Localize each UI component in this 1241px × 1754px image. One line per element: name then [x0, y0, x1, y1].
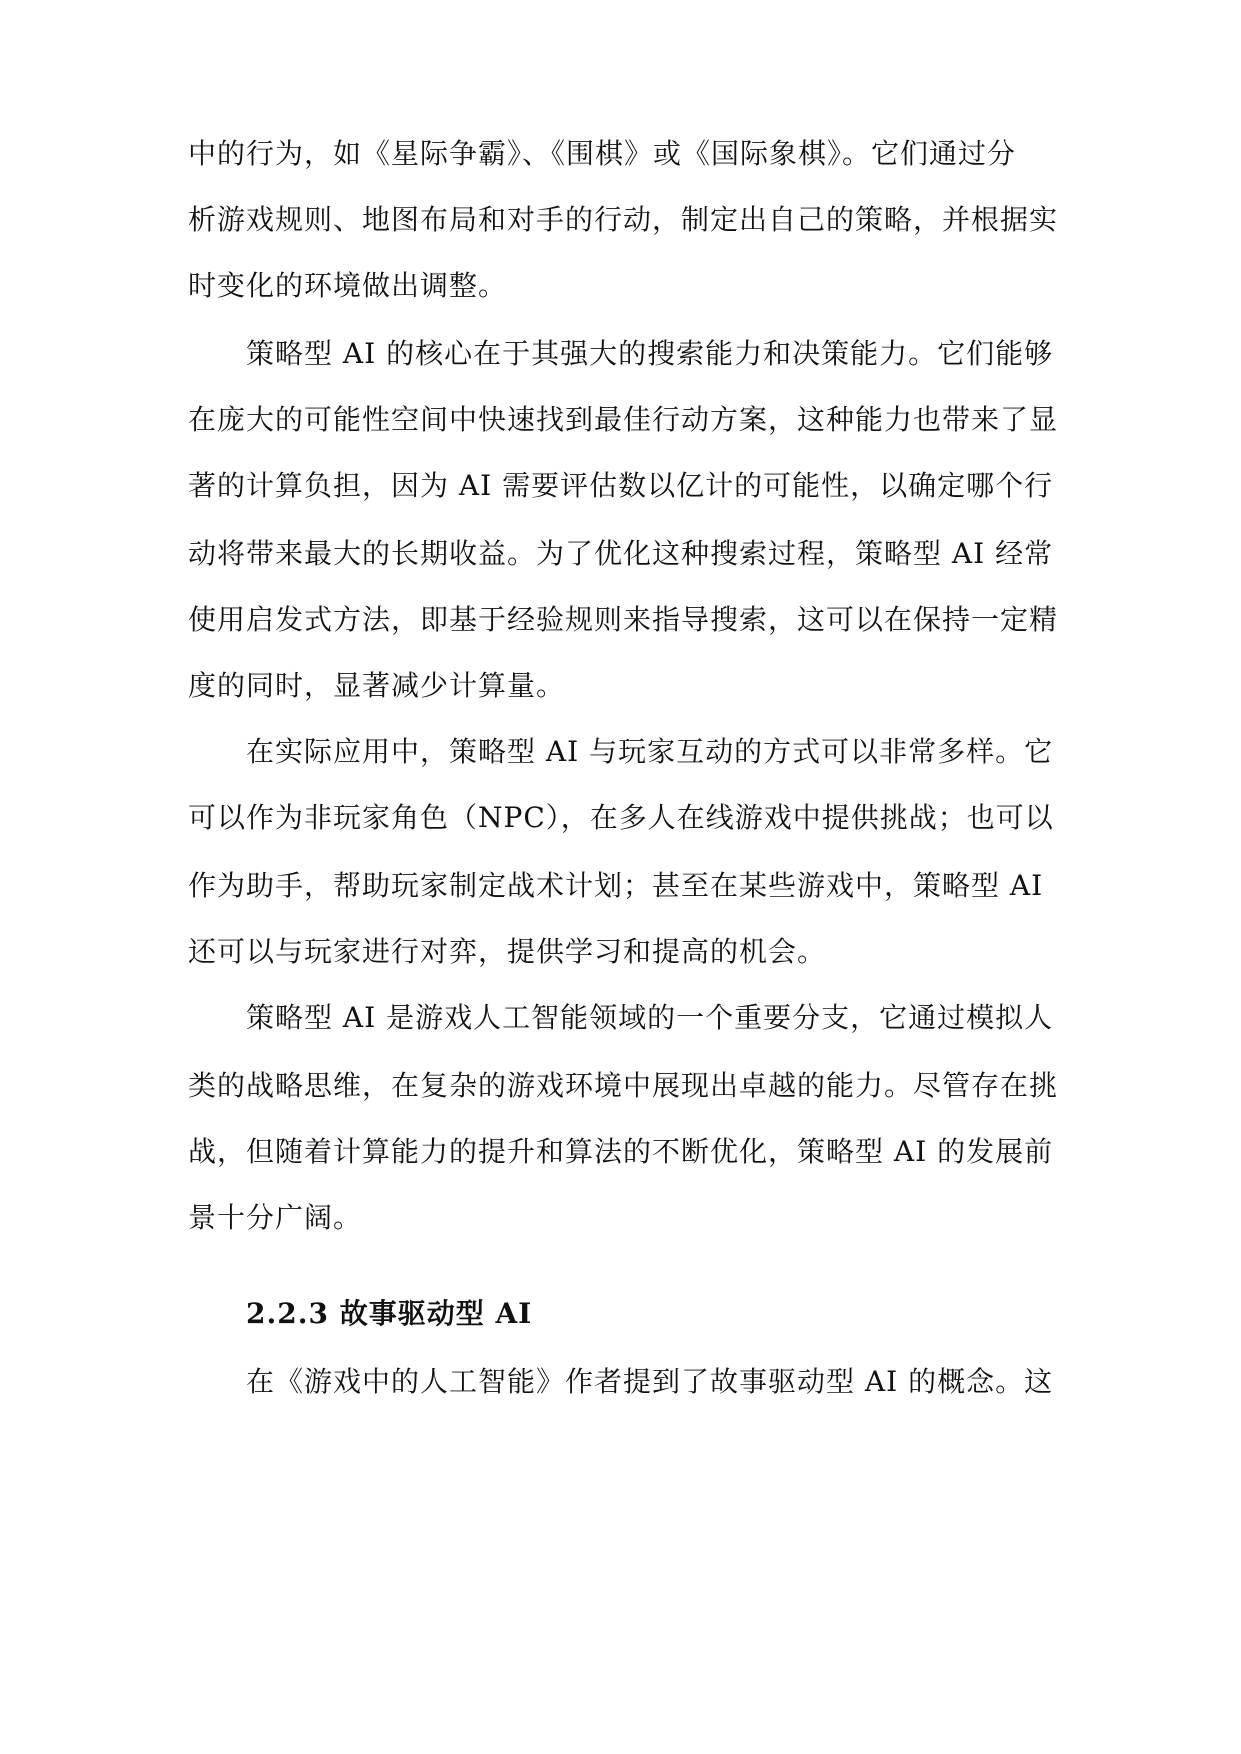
paragraph-4-line-1: 策略型 AI 是游戏人工智能领域的一个重要分支，它通过模拟人	[246, 1001, 1054, 1034]
paragraph-1-line-1: 中的行为，如《星际争霸》、《围棋》或《国际象棋》。它们通过分	[188, 137, 1017, 170]
section-paragraph-line-1: 在《游戏中的人工智能》作者提到了故事驱动型 AI 的概念。这	[246, 1365, 1054, 1398]
section-heading: 2.2.3 故事驱动型 AI	[246, 1297, 533, 1330]
paragraph-1-line-3: 时变化的环境做出调整。	[188, 269, 508, 302]
paragraph-4-line-3: 战，但随着计算能力的提升和算法的不断优化，策略型 AI 的发展前	[188, 1135, 1054, 1168]
paragraph-2-line-5: 使用启发式方法，即基于经验规则来指导搜索，这可以在保持一定精	[188, 603, 1059, 636]
paragraph-3-line-3: 作为助手，帮助玩家制定战术计划；甚至在某些游戏中，策略型 AI	[188, 869, 1044, 902]
paragraph-2-line-6: 度的同时，显著减少计算量。	[188, 669, 566, 702]
paragraph-3-line-1: 在实际应用中，策略型 AI 与玩家互动的方式可以非常多样。它	[246, 735, 1054, 768]
paragraph-2-line-2: 在庞大的可能性空间中快速找到最佳行动方案，这种能力也带来了显	[188, 403, 1059, 436]
paragraph-2-line-3: 著的计算负担，因为 AI 需要评估数以亿计的可能性，以确定哪个行	[188, 469, 1054, 502]
paragraph-3-line-4: 还可以与玩家进行对弈，提供学习和提高的机会。	[188, 935, 827, 968]
paragraph-3-line-2: 可以作为非玩家角色（NPC），在多人在线游戏中提供挑战；也可以	[188, 801, 1054, 834]
paragraph-2-line-1: 策略型 AI 的核心在于其强大的搜索能力和决策能力。它们能够	[246, 337, 1054, 370]
paragraph-1-line-2: 析游戏规则、地图布局和对手的行动，制定出自己的策略，并根据实	[188, 203, 1059, 236]
paragraph-4-line-4: 景十分广阔。	[188, 1201, 363, 1234]
paragraph-2-line-4: 动将带来最大的长期收益。为了优化这种搜索过程，策略型 AI 经常	[188, 537, 1054, 570]
paragraph-4-line-2: 类的战略思维，在复杂的游戏环境中展现出卓越的能力。尽管存在挑	[188, 1069, 1059, 1102]
